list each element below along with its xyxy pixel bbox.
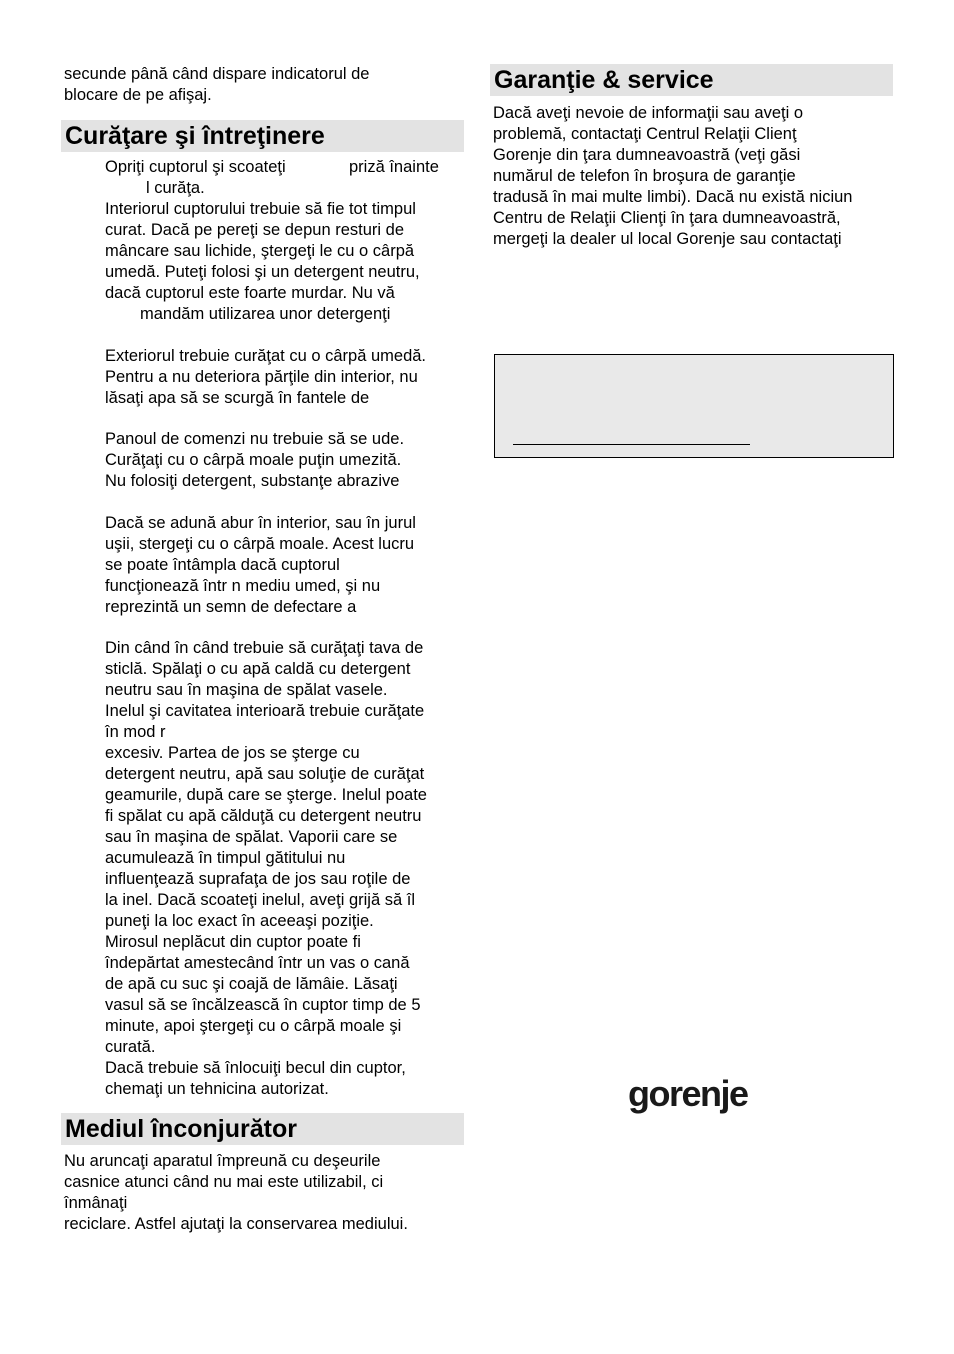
cleaning-line: chemaţi un tehnicina autorizat. <box>105 1080 329 1098</box>
cleaning-line: Din când în când trebuie să curăţaţi tava de <box>105 639 424 657</box>
environment-heading: Mediul înconjurător <box>61 1113 464 1145</box>
cleaning-line: Interiorul cuptorului trebuie să fie tot timpul <box>105 200 416 218</box>
environment-line: înmânaţi <box>64 1194 128 1212</box>
cleaning-line: Opriţi cuptorul şi scoateţi <box>105 158 286 176</box>
cleaning-line: de apă cu suc şi coajă de lămâie. Lăsaţi <box>105 975 398 993</box>
cleaning-line: în mod r <box>105 723 166 741</box>
cleaning-line: reprezintă un semn de defectare a <box>105 598 357 616</box>
cleaning-line: curată. <box>105 1038 156 1056</box>
cleaning-line: curat. Dacă pe pereţi se depun resturi de <box>105 221 405 239</box>
cleaning-line: Exteriorul trebuie curăţat cu o cârpă umedă. <box>105 347 427 365</box>
blank-info-box <box>494 354 894 458</box>
cleaning-line: Mirosul neplăcut din cuptor poate fi <box>105 933 361 951</box>
environment-line: Nu aruncaţi aparatul împreună cu deşeurile <box>64 1152 381 1170</box>
warranty-line: Dacă aveţi nevoie de informaţii sau aveţi o <box>493 104 804 122</box>
cleaning-line: se poate întâmpla dacă cuptorul <box>105 556 340 574</box>
cleaning-heading: Curăţare şi întreţinere <box>61 120 464 152</box>
cleaning-line: Panoul de comenzi nu trebuie să se ude. <box>105 430 405 448</box>
cleaning-line: minute, apoi ştergeţi cu o cârpă moale şi <box>105 1017 402 1035</box>
cleaning-line: uşii, stergeţi cu o cârpă moale. Acest lucru <box>105 535 415 553</box>
cleaning-line: umedă. Puteţi folosi şi un detergent neutru, <box>105 263 420 281</box>
warranty-line: numărul de telefon în broşura de garanţie <box>493 167 796 185</box>
cleaning-line: detergent neutru, apă sau soluţie de curăţat <box>105 765 425 783</box>
cleaning-line: Dacă trebuie să înlocuiţi becul din cuptor, <box>105 1059 406 1077</box>
cleaning-line: sau în maşina de spălat. Vaporii care se <box>105 828 398 846</box>
warranty-heading: Garanţie & service <box>490 64 893 96</box>
blank-underline <box>513 444 750 445</box>
environment-line: casnice atunci când nu mai este utilizabil, ci <box>64 1173 384 1191</box>
cleaning-line: geamurile, după care se şterge. Inelul poate <box>105 786 427 804</box>
warranty-line: tradusă în mai multe limbi). Dacă nu există niciun <box>493 188 853 206</box>
warranty-line: problemă, contactaţi Centrul Relaţii Clienţ <box>493 125 797 143</box>
intro-line: secunde până când dispare indicatorul de <box>64 65 370 83</box>
environment-line: reciclare. Astfel ajutaţi la conservarea mediului. <box>64 1215 408 1233</box>
cleaning-line: la inel. Dacă scoateţi inelul, aveţi grijă să îl <box>105 891 415 909</box>
cleaning-line: neutru sau în maşina de spălat vasele. <box>105 681 388 699</box>
cleaning-line: influenţează suprafaţa de jos sau roţile de <box>105 870 411 888</box>
cleaning-line: vasul să se încălzească în cuptor timp de 5 <box>105 996 421 1014</box>
cleaning-line: excesiv. Partea de jos se şterge cu <box>105 744 360 762</box>
cleaning-line: priză înainte <box>349 158 439 176</box>
warranty-line: Gorenje din ţara dumneavoastră (veţi găsi <box>493 146 801 164</box>
cleaning-line: Dacă se adună abur în interior, sau în jurul <box>105 514 416 532</box>
cleaning-line: Curăţaţi cu o cârpă moale puţin umezită. <box>105 451 402 469</box>
cleaning-line: mandăm utilizarea unor detergenţi <box>140 305 391 323</box>
cleaning-line: puneţi la loc exact în aceeaşi poziţie. <box>105 912 374 930</box>
cleaning-line: lăsaţi apa să se scurgă în fantele de <box>105 389 370 407</box>
warranty-line: mergeţi la dealer ul local Gorenje sau contactaţi <box>493 230 842 248</box>
cleaning-line: fi spălat cu apă călduţă cu detergent neutru <box>105 807 422 825</box>
intro-line: blocare de pe afişaj. <box>64 86 212 104</box>
cleaning-line: mâncare sau lichide, ştergeţi le cu o cârpă <box>105 242 415 260</box>
cleaning-line: Pentru a nu deteriora părţile din interior, nu <box>105 368 418 386</box>
cleaning-line: Nu folosiţi detergent, substanţe abrazive <box>105 472 400 490</box>
cleaning-line: acumulează în timpul gătitului nu <box>105 849 346 867</box>
cleaning-line: Inelul şi cavitatea interioară trebuie curăţate <box>105 702 425 720</box>
cleaning-line: sticlă. Spălaţi o cu apă caldă cu detergent <box>105 660 411 678</box>
gorenje-logo: gorenje <box>628 1073 748 1114</box>
cleaning-line: îndepărtat amestecând într un vas o cană <box>105 954 410 972</box>
cleaning-line: funcţionează într n mediu umed, şi nu <box>105 577 381 595</box>
warranty-line: Centru de Relaţii Clienţi în ţara dumneavoastră, <box>493 209 841 227</box>
cleaning-line: dacă cuptorul este foarte murdar. Nu vă <box>105 284 395 302</box>
cleaning-line: l curăţa. <box>146 179 205 197</box>
